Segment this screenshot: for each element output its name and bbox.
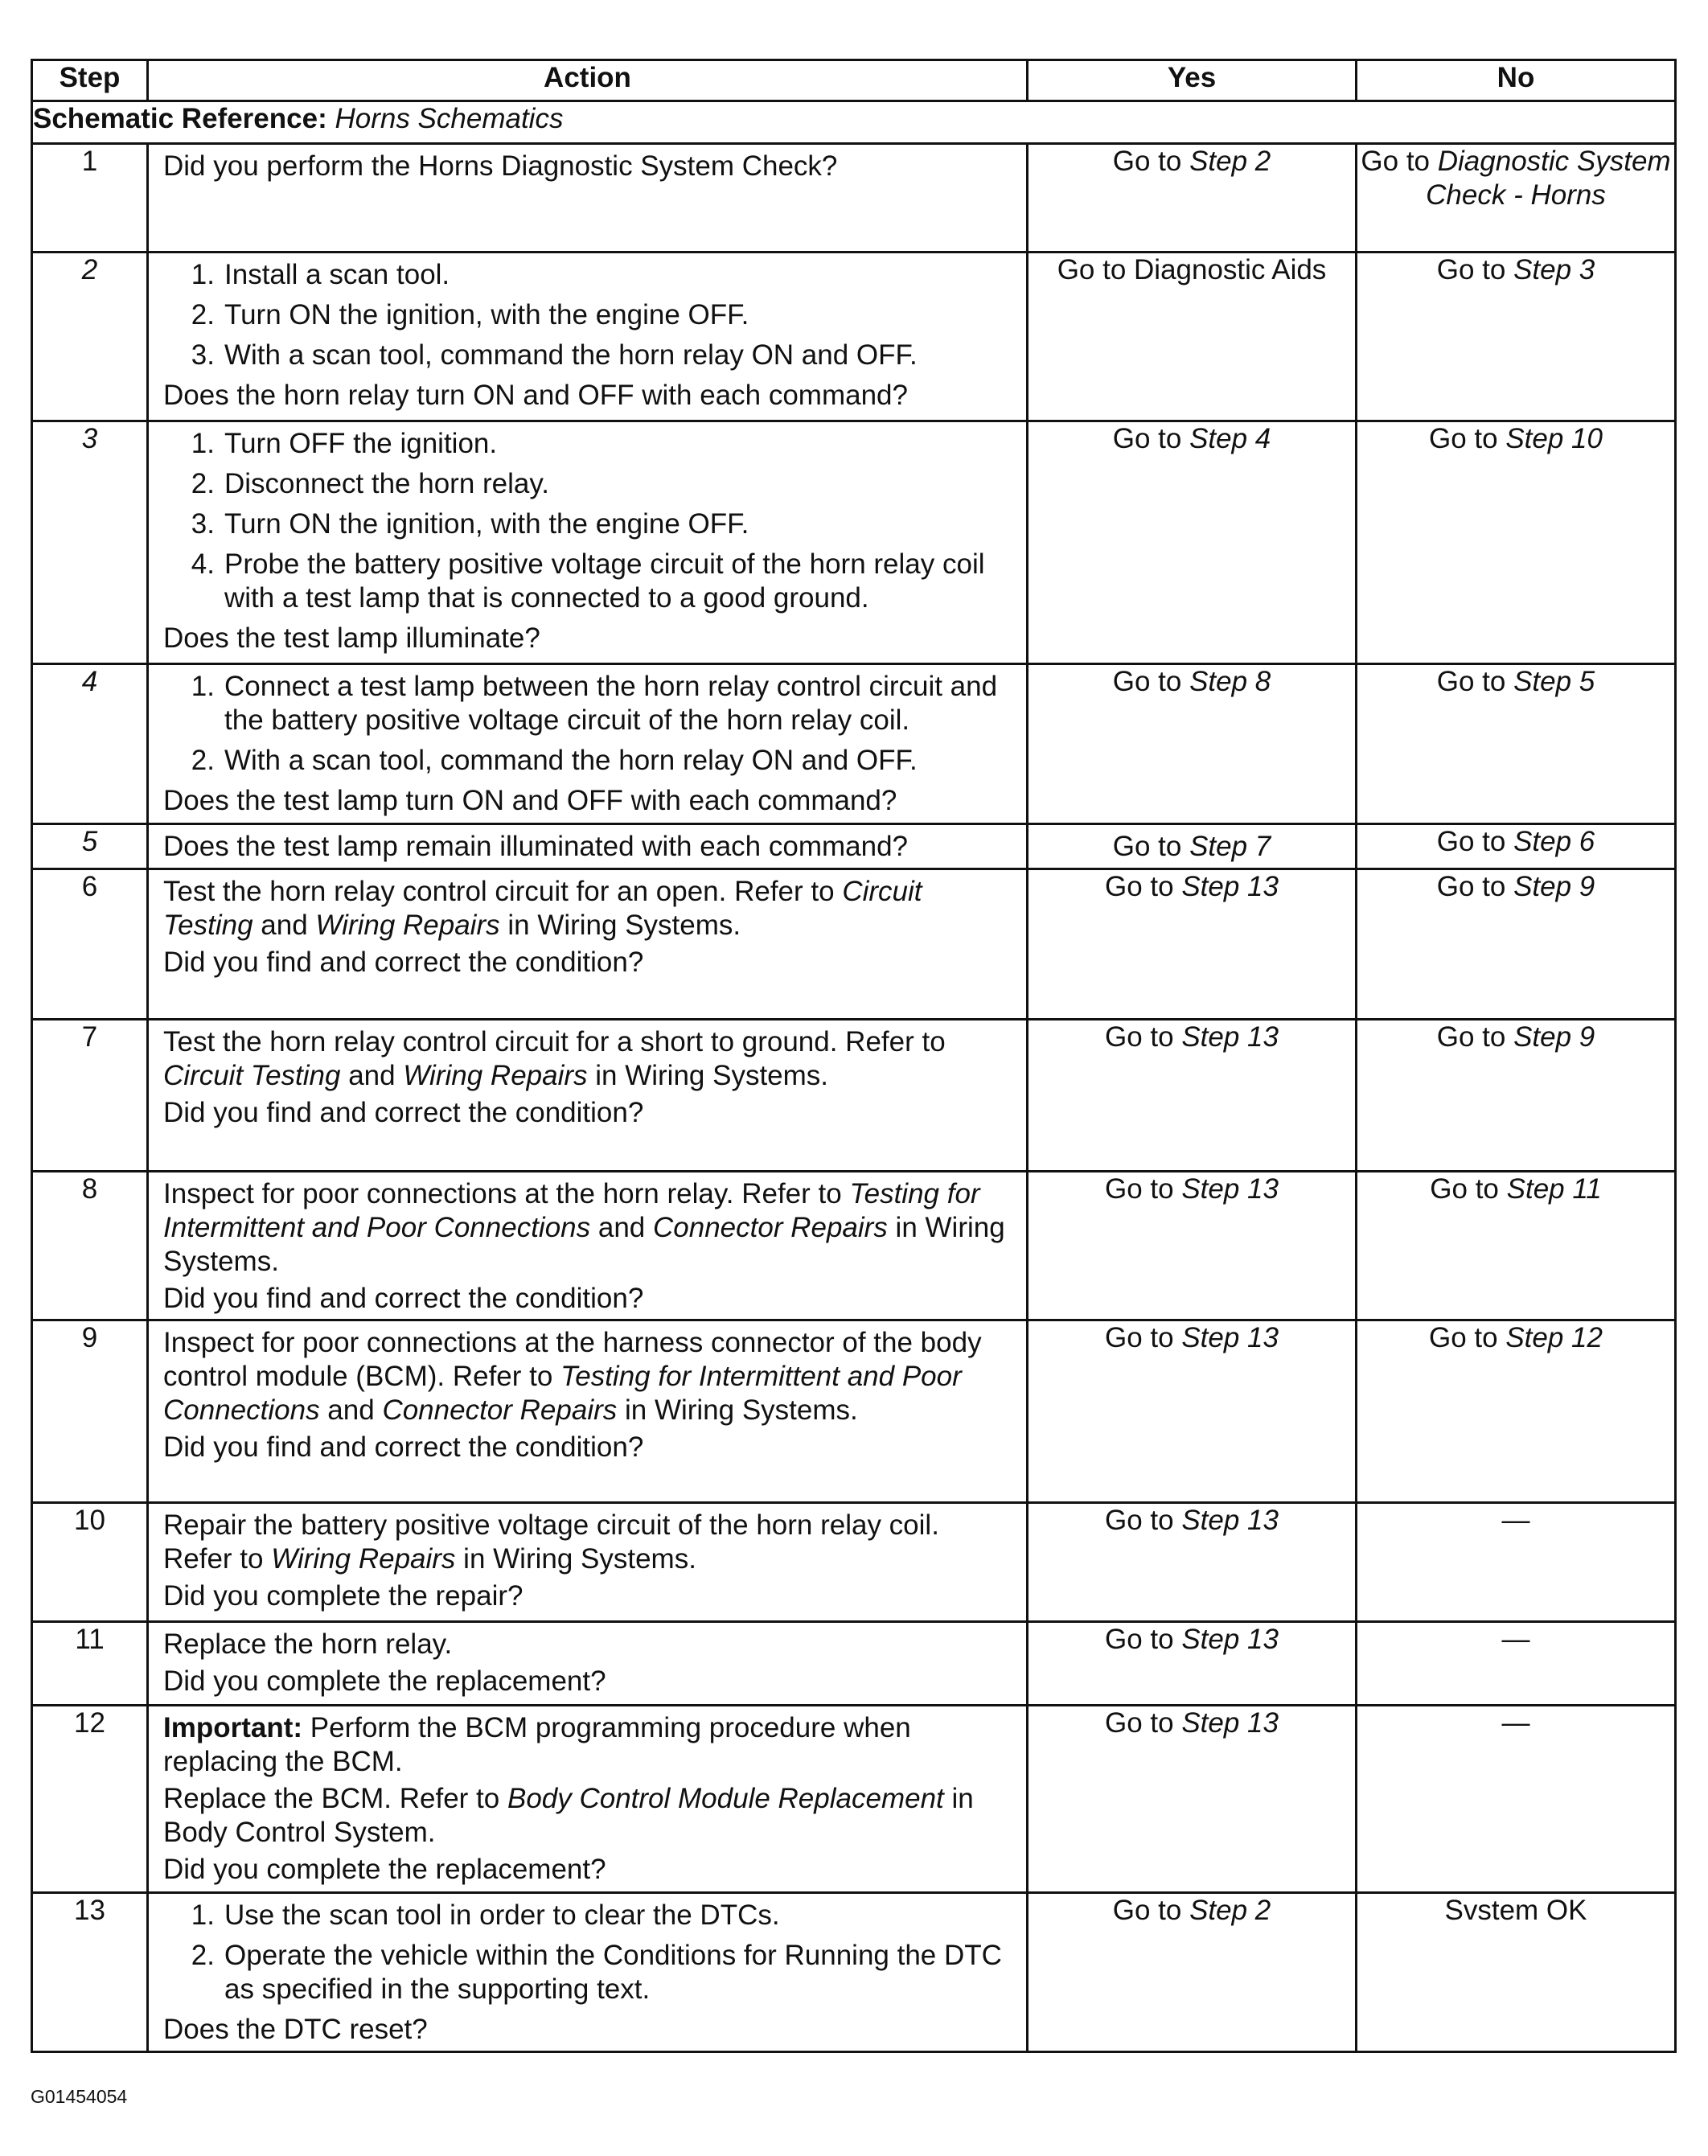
action-cell: [148, 1622, 1028, 1706]
action-steps: [163, 258, 1015, 379]
yes-link[interactable]: Step 13: [1181, 1505, 1279, 1536]
action-cell: [148, 1706, 1028, 1893]
step-number: 6: [32, 869, 148, 1020]
diagnostic-table: [31, 59, 1677, 2053]
no-cell: [1357, 1622, 1676, 1706]
table-row: [32, 1020, 1676, 1172]
step-number: 10: [32, 1503, 148, 1622]
step-number: 5: [32, 824, 148, 869]
yes-cell: [1028, 144, 1357, 253]
action-steps: [163, 427, 1015, 622]
table-row: [32, 253, 1676, 421]
schematic-reference-row: [32, 101, 1676, 144]
no-cell: [1357, 824, 1676, 869]
no-cell: [1357, 1893, 1676, 2052]
no-link[interactable]: Step 5: [1513, 666, 1595, 697]
list-item: 4. Probe the battery positive voltage circuit of the horn relay coil with a test lamp that is connected to a good ground.: [191, 548, 985, 614]
table-row: [32, 144, 1676, 253]
step-number: 11: [32, 1622, 148, 1706]
yes-cell: [1028, 1893, 1357, 2052]
yes-link[interactable]: Step 13: [1181, 871, 1279, 902]
action-text: Inspect for poor connections at the horn relay. Refer to Testing for Intermittent and Poor Connections and Connector Repairs in Wiring Systems.: [163, 1178, 1005, 1277]
no-cell: [1357, 1320, 1676, 1503]
action-cell: [148, 1320, 1028, 1503]
yes-link[interactable]: Step 2: [1189, 1895, 1271, 1926]
no-prefix: Go to: [1429, 1322, 1506, 1353]
table-row: [32, 1320, 1676, 1503]
action-text: Test the horn relay control circuit for an open. Refer to Circuit Testing and Wiring Repairs in Wiring Systems.: [163, 876, 922, 941]
table-row: [32, 421, 1676, 664]
action-text: Replace the horn relay.: [163, 1628, 453, 1660]
action-text: Repair the battery positive voltage circuit of the horn relay coil. Refer to Wiring Repairs in Wiring Systems.: [163, 1509, 939, 1575]
yes-link[interactable]: Step 13: [1181, 1707, 1279, 1739]
yes-cell: [1028, 664, 1357, 824]
action-cell: [148, 869, 1028, 1020]
schematic-reference-link[interactable]: Horns Schematics: [335, 103, 564, 134]
yes-prefix: Go to: [1105, 1707, 1182, 1739]
no-cell: [1357, 253, 1676, 421]
yes-prefix: Go to: [1112, 423, 1190, 454]
action-question: Did you find and correct the condition?: [163, 1431, 644, 1463]
action-question: Does the DTC reset?: [163, 2014, 428, 2045]
no-prefix: Go to: [1436, 871, 1514, 902]
action-cell: [148, 824, 1028, 869]
yes-cell: [1028, 1622, 1357, 1706]
no-dash: —: [1501, 1624, 1530, 1655]
action-cell: [148, 144, 1028, 253]
table-row: [32, 1503, 1676, 1622]
yes-link[interactable]: Step 2: [1189, 146, 1271, 177]
action-question: Did you perform the Horns Diagnostic System Check?: [163, 150, 838, 182]
list-item: 2. Operate the vehicle within the Conditions for Running the DTC as specified in the supporting text.: [191, 1940, 1002, 2005]
list-item: 3. Turn ON the ignition, with the engine OFF.: [191, 508, 749, 540]
no-cell: [1357, 144, 1676, 253]
yes-link[interactable]: Step 13: [1181, 1173, 1279, 1205]
yes-cell: [1028, 1706, 1357, 1893]
no-cell: [1357, 869, 1676, 1020]
list-item: 1. Use the scan tool in order to clear the DTCs.: [191, 1899, 780, 1931]
table-row: [32, 824, 1676, 869]
no-link[interactable]: Step 11: [1506, 1173, 1602, 1205]
step-number: 7: [32, 1020, 148, 1172]
list-item: 2. Turn ON the ignition, with the engine OFF.: [191, 299, 749, 331]
no-prefix: Go to: [1436, 826, 1514, 857]
yes-cell: [1028, 869, 1357, 1020]
step-number: 2: [32, 253, 148, 421]
no-cell: [1357, 1020, 1676, 1172]
no-prefix: Go to: [1429, 423, 1506, 454]
action-question: Does the test lamp turn ON and OFF with each command?: [163, 785, 897, 816]
list-item: 2. Disconnect the horn relay.: [191, 468, 550, 499]
no-text: Svstem OK: [1444, 1895, 1587, 1926]
list-item: 1. Install a scan tool.: [191, 259, 450, 290]
yes-cell: [1028, 1020, 1357, 1172]
action-cell: [148, 1172, 1028, 1320]
list-item: 2. With a scan tool, command the horn relay ON and OFF.: [191, 745, 918, 776]
no-link[interactable]: Step 6: [1513, 826, 1595, 857]
list-item: 3. With a scan tool, command the horn relay ON and OFF.: [191, 339, 918, 371]
yes-link[interactable]: Step 13: [1181, 1322, 1279, 1353]
no-prefix: Go to: [1361, 146, 1438, 177]
list-item: 1. Turn OFF the ignition.: [191, 428, 498, 459]
yes-prefix: Go to: [1105, 871, 1182, 902]
step-number: 8: [32, 1172, 148, 1320]
no-cell: [1357, 1503, 1676, 1622]
no-link[interactable]: Step 9: [1513, 871, 1595, 902]
no-cell: [1357, 421, 1676, 664]
action-cell: [148, 664, 1028, 824]
action-question: Did you find and correct the condition?: [163, 1097, 644, 1128]
action-cell: [148, 1893, 1028, 2052]
header-action: Action: [148, 60, 1028, 101]
step-number: 12: [32, 1706, 148, 1893]
yes-link[interactable]: Step 8: [1189, 666, 1271, 697]
table-row: [32, 1706, 1676, 1893]
action-steps: [163, 1899, 1015, 2013]
header-no: No: [1357, 60, 1676, 101]
no-link[interactable]: Step 9: [1513, 1021, 1595, 1053]
action-text: Inspect for poor connections at the harness connector of the body control module (BCM). Refer to Testing for Intermittent and Poor Connections and Connector Repairs in Wiring Systems.: [163, 1327, 982, 1426]
table-row: [32, 1622, 1676, 1706]
step-number: 4: [32, 664, 148, 824]
yes-cell: [1028, 824, 1357, 869]
yes-prefix: Go to: [1105, 1173, 1182, 1205]
yes-prefix: Go to: [1112, 1895, 1190, 1926]
schematic-reference-label: Schematic Reference:: [33, 103, 327, 134]
action-question: Did you find and correct the condition?: [163, 1283, 644, 1314]
yes-prefix: Go to: [1105, 1322, 1182, 1353]
yes-cell: [1028, 253, 1357, 421]
action-cell: [148, 1503, 1028, 1622]
action-question: Did you find and correct the condition?: [163, 947, 644, 978]
yes-link[interactable]: Step 4: [1189, 423, 1271, 454]
yes-text[interactable]: Go to Diagnostic Aids: [1057, 254, 1327, 285]
no-prefix: Go to: [1430, 1173, 1507, 1205]
important-note: Important: Perform the BCM programming procedure when replacing the BCM.: [163, 1712, 911, 1777]
action-question: Does the test lamp illuminate?: [163, 622, 540, 654]
header-row: [32, 60, 1676, 101]
table-row: [32, 869, 1676, 1020]
action-cell: [148, 421, 1028, 664]
header-yes: Yes: [1028, 60, 1357, 101]
table-row: [32, 664, 1676, 824]
no-link[interactable]: Step 12: [1505, 1322, 1603, 1353]
action-question: Does the test lamp remain illuminated with each command?: [163, 831, 908, 862]
yes-link[interactable]: Step 13: [1181, 1624, 1279, 1655]
no-prefix: Go to: [1436, 1021, 1514, 1053]
yes-prefix: Go to: [1112, 146, 1190, 177]
header-step: Step: [32, 60, 148, 101]
yes-cell: [1028, 421, 1357, 664]
no-prefix: Go to: [1436, 666, 1514, 697]
yes-cell: [1028, 1503, 1357, 1622]
action-question: Did you complete the repair?: [163, 1580, 523, 1612]
no-link[interactable]: Step 10: [1505, 423, 1603, 454]
no-cell: [1357, 664, 1676, 824]
no-cell: [1357, 1172, 1676, 1320]
action-steps: [163, 670, 1015, 784]
step-number: 9: [32, 1320, 148, 1503]
no-dash: —: [1501, 1505, 1530, 1536]
yes-prefix: Go to: [1112, 830, 1190, 862]
yes-link[interactable]: Step 7: [1189, 830, 1271, 862]
no-link[interactable]: Step 3: [1513, 254, 1595, 285]
figure-code: G01454054: [31, 2086, 128, 2107]
yes-cell: [1028, 1172, 1357, 1320]
action-question: Did you complete the replacement?: [163, 1665, 606, 1697]
action-question: Did you complete the replacement?: [163, 1854, 606, 1885]
yes-prefix: Go to: [1105, 1624, 1182, 1655]
action-cell: [148, 253, 1028, 421]
yes-link[interactable]: Step 13: [1181, 1021, 1279, 1053]
no-link[interactable]: Diagnostic System Check - Horns: [1426, 146, 1671, 211]
no-prefix: Go to: [1436, 254, 1514, 285]
yes-prefix: Go to: [1105, 1021, 1182, 1053]
table-row: [32, 1893, 1676, 2052]
no-cell: [1357, 1706, 1676, 1893]
action-cell: [148, 1020, 1028, 1172]
step-number: 3: [32, 421, 148, 664]
step-number: 1: [32, 144, 148, 253]
table-row: [32, 1172, 1676, 1320]
yes-prefix: Go to: [1112, 666, 1190, 697]
action-question: Does the horn relay turn ON and OFF with each command?: [163, 380, 908, 411]
step-number: 13: [32, 1893, 148, 2052]
schematic-reference: [32, 101, 1676, 144]
yes-cell: [1028, 1320, 1357, 1503]
yes-prefix: Go to: [1105, 1505, 1182, 1536]
list-item: 1. Connect a test lamp between the horn relay control circuit and the battery positive voltage circuit of the horn relay coil.: [191, 671, 998, 736]
no-dash: —: [1501, 1707, 1530, 1739]
action-text: Replace the BCM. Refer to Body Control Module Replacement in Body Control System.: [163, 1783, 974, 1848]
action-text: Test the horn relay control circuit for a short to ground. Refer to Circuit Testing and Wiring Repairs in Wiring Systems.: [163, 1026, 946, 1091]
